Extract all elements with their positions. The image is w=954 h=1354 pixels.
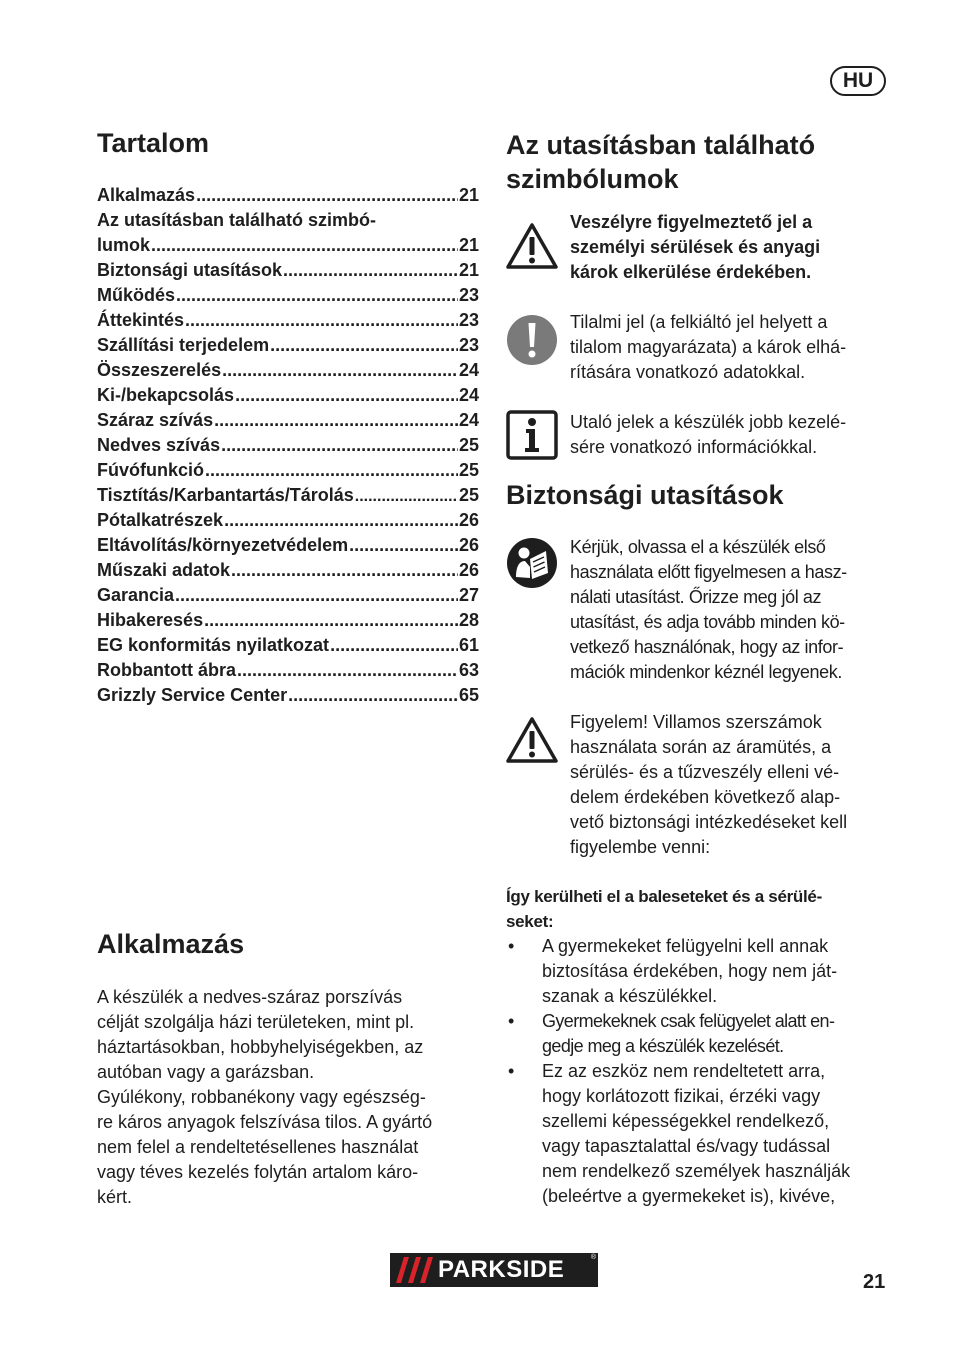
toc-entry[interactable]: Alkalmazás ..... 21 [97,183,479,208]
read-manual-text: Kérjük, olvassa el a készülék első használata előtt figyelmesen a hasz- nálati utasítást. Őrizze meg jól az utasítást, és adja tovább minden kö- vetkező használónak, hogy az infor- mációk mindenkor kéznél legyenek. [570,537,847,682]
list-item: • Ez az eszköz nem rendeltetett arra, hogy korlátozott fizikai, érzéki vagy szellemi képességekkel rendelkező, vagy tapasztalattal és/vagy tudással nem rendelkező személyek használják (beleértve a gyermekeket is), kivéve, [506,1059,890,1209]
toc-entry-continuation[interactable]: lumok ..... 21 [97,233,479,258]
symbols-heading: Az utasításban található szimbólumok [506,130,816,194]
toc-entry[interactable]: EG konformitás nyilatkozat ..... 61 [97,633,479,658]
list-item: • A gyermekeket felügyelni kell annak biztosítása érdekében, hogy nem ját- szanak a készülékkel. [506,934,890,1009]
safety-subheading: Így kerülheti el a baleseteket és a sérülé- seket: [506,887,822,931]
list-item: • Gyermekeknek csak felügyelet alatt en- gedje meg a készülék kezelését. [506,1009,890,1059]
toc-entry[interactable]: Összeszerelés ..... 24 [97,358,479,383]
toc-entry[interactable]: Pótalkatrészek ..... 26 [97,508,479,533]
toc-entry[interactable]: Száraz szívás ..... 24 [97,408,479,433]
info-icon [506,410,558,462]
read-manual-icon [506,537,558,589]
toc-entry[interactable]: Garancia ..... 27 [97,583,479,608]
symbol-warning-text: Veszélyre figyelmeztető jel a személyi sérülések és anyagi károk elkerülése érdekében. [570,212,821,282]
toc-entry[interactable]: Az utasításban található szimbó- [97,210,377,230]
toc-entry[interactable]: Szállítási terjedelem ..... 23 [97,333,479,358]
logo-wordmark: PARKSIDE [438,1256,565,1283]
toc-entry[interactable]: Hibakeresés ..... 28 [97,608,479,633]
toc-entry[interactable]: Ki-/bekapcsolás ..... 24 [97,383,479,408]
toc-entry[interactable]: Áttekintés ..... 23 [97,308,479,333]
toc-entry[interactable]: Fúvófunkció ..... 25 [97,458,479,483]
toc-heading: Tartalom [97,128,210,158]
usage-heading: Alkalmazás [97,929,245,959]
toc-entry[interactable]: Eltávolítás/környezetvédelem ..... 26 [97,533,479,558]
usage-paragraph: A készülék a nedves-száraz porszívás célját szolgálja házi területeken, mint pl. háztartásokban, hobbyhelyiségekben, az autóban vagy a garázsban. Gyúlékony, robbanékony vagy egészség- re káros anyagok felszívása tilos. A gyártó nem felel a rendeltetésellenes használat vagy téves kezelés folytán artalom káro- kért. [97,987,433,1207]
safety-warning-text: Figyelem! Villamos szerszámok használata során az áramütés, a sérülés- és a tűzveszély elleni vé- delem érdekében következő alap- vető biztonsági intézkedéseket kell figyelembe venni: [570,712,848,857]
safety-bullet-list [506,934,890,1209]
safety-heading: Biztonsági utasítások [506,480,784,510]
symbol-prohibition-text: Tilalmi jel (a felkiáltó jel helyett a tilalom magyarázata) a károk elhá- rítására vonatkozó adatokkal. [570,312,847,382]
logo-stripes-icon [396,1257,436,1283]
page-number: 21 [863,1271,886,1293]
logo-registered-mark: ® [590,1254,596,1261]
warning-triangle-icon [506,716,558,764]
toc-entry[interactable]: Grizzly Service Center ..... 65 [97,683,479,708]
toc-entry[interactable]: Műszaki adatok ..... 26 [97,558,479,583]
toc-entry[interactable]: Biztonsági utasítások ..... 21 [97,258,479,283]
language-badge: HU [830,66,886,96]
parkside-logo [390,1253,598,1287]
table-of-contents [97,183,479,708]
toc-entry[interactable]: Nedves szívás ..... 25 [97,433,479,458]
warning-triangle-icon [506,222,558,270]
toc-entry[interactable]: Működés ..... 23 [97,283,479,308]
toc-entry[interactable]: Robbantott ábra ..... 63 [97,658,479,683]
toc-entry[interactable]: Tisztítás/Karbantartás/Tárolás ..... 25 [97,483,479,508]
exclamation-circle-icon [506,314,558,366]
symbol-info-text: Utaló jelek a készülék jobb kezelé- sére vonatkozó információkkal. [570,412,847,457]
